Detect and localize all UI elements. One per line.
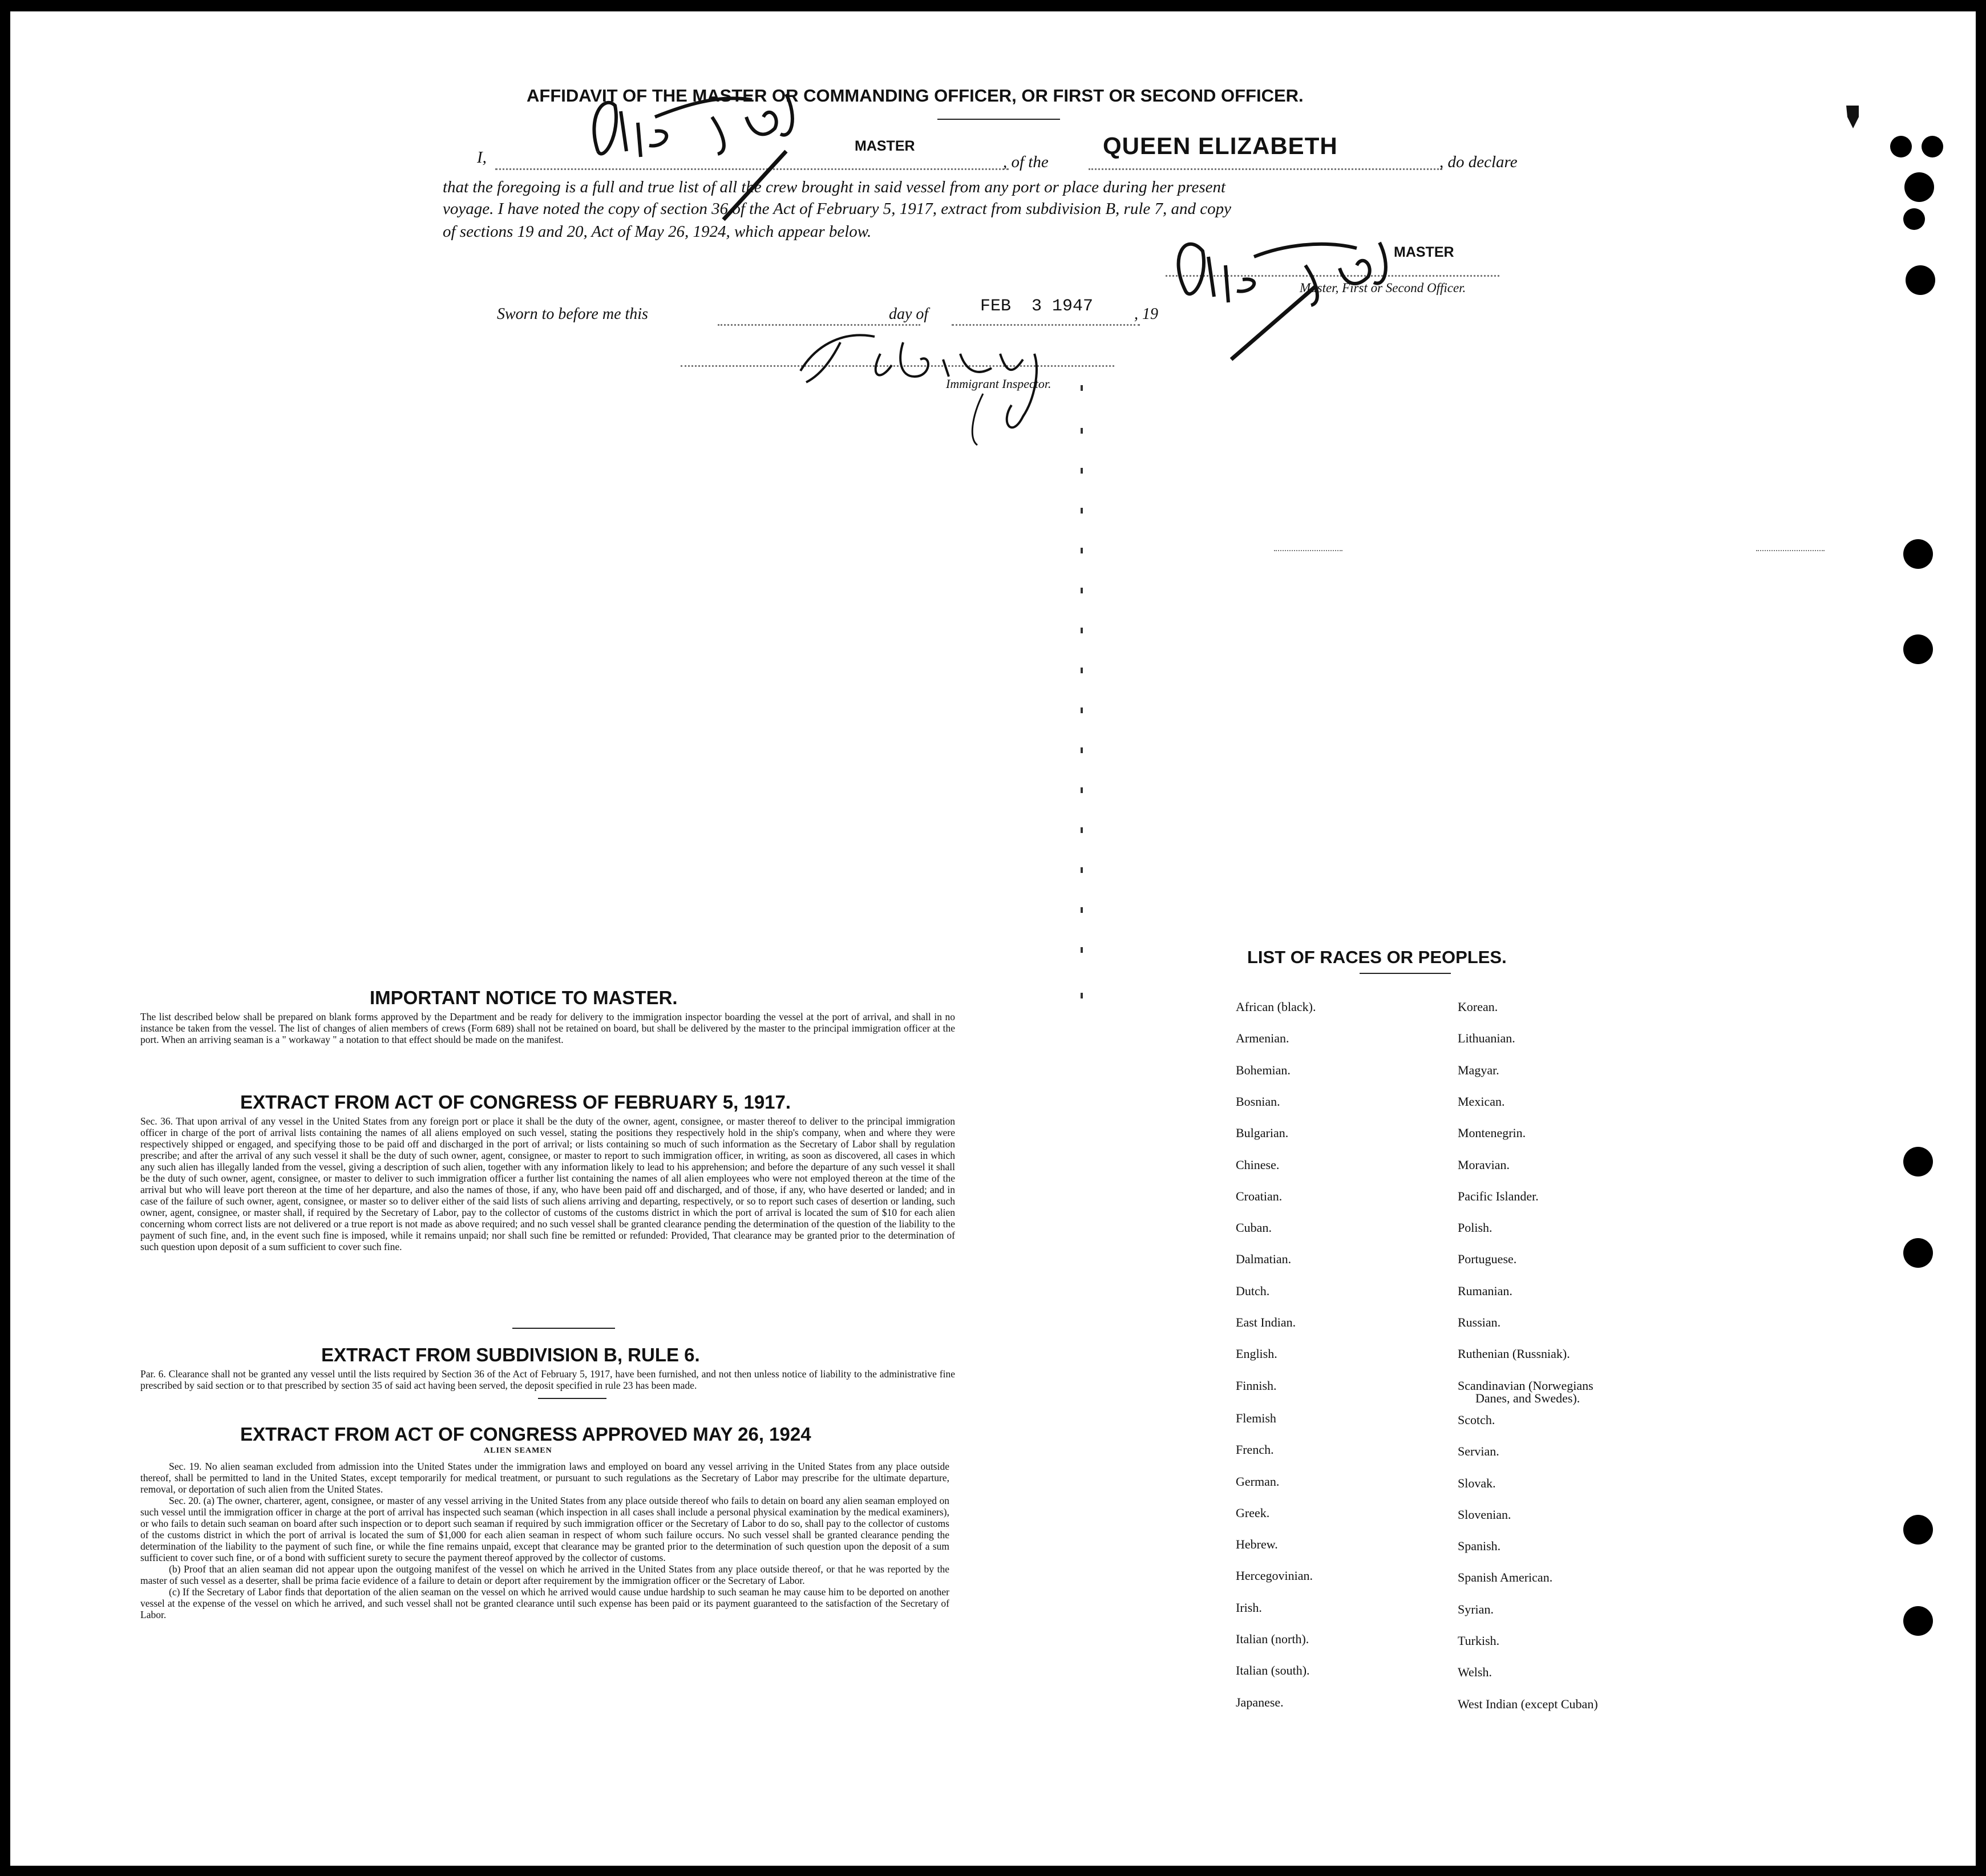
- race-item: Servian.: [1458, 1444, 1499, 1458]
- punch-hole: [1903, 208, 1925, 230]
- notice-body: The list described below shall be prepared on blank forms approved by the Department and be ready for delivery to the immigration inspector boarding the vessel at the port of arrival, and shall in no instance be taken from the vessel. The list of changes of alien members of crews (Form 689) shall not be retained on board, but shall be delivered by the master to the principal immigration officer at the port. When an arriving seaman is a " workaway " a notation to that effect should be made on the manifest.: [140, 1011, 955, 1045]
- residue-mark: [1081, 993, 1083, 998]
- race-item: Scotch.: [1458, 1413, 1495, 1427]
- title-underline: [937, 119, 1060, 120]
- race-item: Portuguese.: [1458, 1252, 1517, 1266]
- extract-1924-body: [140, 1461, 949, 1620]
- inspector-signature: [795, 320, 1063, 451]
- punch-hole: [1903, 1606, 1933, 1636]
- affidavit-title: AFFIDAVIT OF THE MASTER OR COMMANDING OFFICER, OR FIRST OR SECOND OFFICER.: [527, 86, 1304, 106]
- master-signature-1: [581, 83, 820, 242]
- affidavit-line-3: voyage. I have noted the copy of section 36 of the Act of February 5, 1917, extract from subdivision B, rule 7, and copy: [443, 200, 1232, 218]
- race-item: Bulgarian.: [1236, 1126, 1289, 1140]
- race-item: Greek.: [1236, 1506, 1270, 1520]
- residue-mark: [1081, 508, 1083, 514]
- race-item: Scandinavian (Norwegians: [1458, 1378, 1593, 1393]
- punch-hole: [1903, 539, 1933, 569]
- do-declare-label: , do declare: [1439, 153, 1518, 171]
- section-20a-text: Sec. 20. (a) The owner, charterer, agent, consignee, or master of any vessel arriving in the United States from any place outside thereof who fails to detain on board any alien seaman employed on such vessel until the immigration officer in charge at the port of arrival has inspected such seaman (which inspection in all cases shall include a personal physical examination by the medical examiners), or who fails to detain such seaman on board after such inspection or to deport such seaman if required by such immigration officer or the Secretary of Labor to do so, shall pay to the collector of customs of the customs district in which the port of arrival is located the sum of $1,000 for each alien seaman in respect of whom such failure occurs. No such vessel shall be granted clearance pending the determination of the liability to the payment of such fine, or while the fine remains unpaid, except that clearance may be granted prior to the determination of such question upon the deposit of a sum sufficient to cover such fine, or of a bond with sufficient surety to secure the payment thereof approved by the collector of customs.: [140, 1495, 949, 1563]
- race-item: Pacific Islander.: [1458, 1189, 1539, 1203]
- section-20c-text: (c) If the Secretary of Labor finds that deportation of the alien seaman on the vessel on which he arrived would cause undue hardship to such seaman he may cause him to be deported on another vessel at the expense of the vessel on which he arrived, and such vessel shall not be granted clearance until such expense has been paid or its payment guaranteed to the satisfaction of the Secretary of Labor.: [140, 1586, 949, 1620]
- races-title: LIST OF RACES OR PEOPLES.: [1247, 947, 1507, 967]
- affidavit-line-4: of sections 19 and 20, Act of May 26, 1924, which appear below.: [443, 223, 872, 241]
- residue-mark: [1081, 787, 1083, 793]
- section-20b-text: (b) Proof that an alien seaman did not appear upon the outgoing manifest of the vessel on which he arrived in the United States from any place outside thereof, or that he was reported by the master of such vessel as a deserter, shall be prima facie evidence of a failure to detain or deport after requirement by the immigration officer or the Secretary of Labor.: [140, 1563, 949, 1586]
- divider: [512, 1328, 615, 1329]
- race-item: Korean.: [1458, 1000, 1498, 1014]
- race-item: Dutch.: [1236, 1284, 1270, 1298]
- race-right-extra: Danes, and Swedes).: [1475, 1391, 1580, 1405]
- residue-mark: [1081, 827, 1083, 833]
- race-item: Syrian.: [1458, 1602, 1494, 1616]
- residue-dashes: [1756, 550, 1825, 551]
- officer-caption: Master, First or Second Officer.: [1300, 281, 1466, 295]
- corner-mark: [1842, 100, 1864, 134]
- punch-hole: [1890, 136, 1912, 157]
- extract-1917-title: EXTRACT FROM ACT OF CONGRESS OF FEBRUARY 5, 1917.: [240, 1091, 791, 1113]
- notice-title: IMPORTANT NOTICE TO MASTER.: [370, 987, 678, 1008]
- master-signature-2: [1168, 234, 1414, 371]
- race-item: Dalmatian.: [1236, 1252, 1292, 1266]
- race-item: West Indian (except Cuban): [1458, 1697, 1598, 1711]
- alien-seamen-subtitle: ALIEN SEAMEN: [484, 1446, 552, 1455]
- race-item: Bosnian.: [1236, 1094, 1280, 1109]
- race-item: Magyar.: [1458, 1063, 1499, 1077]
- race-item: Armenian.: [1236, 1031, 1289, 1045]
- i-label: I,: [477, 148, 487, 167]
- year-prefix: , 19: [1134, 305, 1158, 323]
- race-item: Finnish.: [1236, 1378, 1277, 1393]
- day-of-label: day of: [889, 305, 929, 323]
- race-item: Cuban.: [1236, 1220, 1272, 1235]
- race-item: English.: [1236, 1347, 1277, 1361]
- inspector-caption: Immigrant Inspector.: [946, 377, 1051, 391]
- race-item: Rumanian.: [1458, 1284, 1512, 1298]
- residue-mark: [1081, 947, 1083, 953]
- punch-hole: [1903, 1147, 1933, 1176]
- master-stamp-2: MASTER: [1394, 244, 1454, 260]
- punch-hole: [1903, 1238, 1933, 1268]
- race-item: Bohemian.: [1236, 1063, 1291, 1077]
- punch-hole: [1903, 1515, 1933, 1545]
- extract-rule6-body: Par. 6. Clearance shall not be granted any vessel until the lists required by Section 36 of the Act of February 5, 1917, have been furnished, and not then unless notice of liability to the administrative fine prescribed by said section or to that prescribed by section 35 of said act having been served, the deposit specified in rule 23 has been made.: [140, 1368, 955, 1391]
- race-item: Welsh.: [1458, 1665, 1492, 1679]
- race-item: Turkish.: [1458, 1634, 1500, 1648]
- race-item: Japanese.: [1236, 1695, 1284, 1709]
- residue-mark: [1081, 385, 1083, 391]
- vessel-name: QUEEN ELIZABETH: [1103, 132, 1338, 159]
- race-item: Moravian.: [1458, 1158, 1510, 1172]
- race-item: French.: [1236, 1442, 1274, 1457]
- race-item: East Indian.: [1236, 1315, 1296, 1329]
- residue-dashes: [1274, 550, 1342, 551]
- residue-mark: [1081, 468, 1083, 474]
- residue-mark: [1081, 548, 1083, 553]
- extract-1917-body: Sec. 36. That upon arrival of any vessel in the United States from any foreign port or place it shall be the duty of the owner, agent, consignee, or master thereof to deliver to the principal immigration officer in charge of the port of arrival lists containing the names of all aliens employed on such vessel, stating the positions they respectively hold in the ship's company, when and where they were respectively shipped or engaged, and specifying those to be paid off and discharged in the port of arrival; or lists containing so much of such information as the Secretary of Labor shall by regulation prescribe; and after the arrival of any such vessel it shall be the duty of such owner, agent, consignee, or master to report to such immigration officer, in writing, as soon as discovered, all cases in which any such alien has illegally landed from the vessel, giving a description of such alien, together with any information likely to lead to his apprehension; and before the departure of any such vessel it shall be the duty of such owner, agent, consignee, or master to deliver to such immigration officer a further list containing the names of all alien employees who were not employed thereon at the time of the arrival but who will leave port thereon at the time of her departure, and also the names of those, if any, who have been paid off and discharged, and of those, if any, who have deserted or landed; and in case of the failure of such owner, agent, consignee, or master so to deliver either of the said lists of such aliens arriving and departing, respectively, or so to report such cases of desertion or landing, such owner, agent, consignee, or master shall, if required by the Secretary of Labor, pay to the collector of customs of the customs district in which the port of arrival is located the sum of $10 for each alien concerning whom correct lists are not delivered or a true report is not made as above required; and no such vessel shall be granted clearance pending the determination of the question of the liability to the payment of such fine, and, in the event such fine is imposed, while it remains unpaid; nor shall such fine be remitted or refunded: Provided, That clearance may be granted prior to the determination of such question upon deposit of a sum sufficient to cover such fine.: [140, 1115, 955, 1252]
- race-item: Mexican.: [1458, 1094, 1505, 1109]
- residue-mark: [1081, 668, 1083, 673]
- extract-rule6-title: EXTRACT FROM SUBDIVISION B, RULE 6.: [321, 1344, 700, 1365]
- of-the-label: , of the: [1003, 153, 1049, 171]
- divider: [538, 1398, 606, 1399]
- residue-mark: [1081, 907, 1083, 913]
- master-stamp: MASTER: [855, 138, 915, 154]
- race-item: Slovenian.: [1458, 1507, 1511, 1522]
- residue-mark: [1081, 588, 1083, 593]
- residue-mark: [1081, 867, 1083, 873]
- race-item: Russian.: [1458, 1315, 1501, 1329]
- race-item: Spanish.: [1458, 1539, 1501, 1553]
- date-stamp: FEB 3 1947: [980, 297, 1094, 316]
- race-item: Hercegovinian.: [1236, 1568, 1313, 1583]
- race-item: Lithuanian.: [1458, 1031, 1515, 1045]
- section-19-text: Sec. 19. No alien seaman excluded from admission into the United States under the immigration laws and employed on board any vessel arriving in the United States from any place outside thereof, shall be permitted to land in the United States, except temporarily for medical treatment, or pursuant to such regulations as the Secretary of Labor may prescribe for the ultimate departure, removal, or deportation of such alien from the United States.: [140, 1461, 949, 1495]
- residue-mark: [1081, 707, 1083, 713]
- affidavit-page: [10, 11, 1976, 1866]
- race-item: Flemish: [1236, 1411, 1276, 1425]
- residue-mark: [1081, 428, 1083, 434]
- affidavit-line-2: that the foregoing is a full and true list of all the crew brought in said vessel from any port or place during her present: [443, 178, 1226, 196]
- punch-hole: [1906, 265, 1935, 295]
- race-item: Croatian.: [1236, 1189, 1283, 1203]
- race-item: Slovak.: [1458, 1476, 1496, 1490]
- punch-hole: [1904, 172, 1934, 202]
- punch-hole: [1903, 634, 1933, 664]
- sworn-label: Sworn to before me this: [497, 305, 648, 323]
- races-underline: [1360, 973, 1451, 974]
- residue-mark: [1081, 747, 1083, 753]
- race-item: Chinese.: [1236, 1158, 1280, 1172]
- extract-1924-title: EXTRACT FROM ACT OF CONGRESS APPROVED MAY 26, 1924: [240, 1424, 811, 1445]
- race-item: Hebrew.: [1236, 1537, 1278, 1551]
- race-item: Montenegrin.: [1458, 1126, 1526, 1140]
- race-item: Polish.: [1458, 1220, 1492, 1235]
- race-item: Italian (north).: [1236, 1632, 1309, 1646]
- residue-mark: [1081, 628, 1083, 633]
- race-item: African (black).: [1236, 1000, 1316, 1014]
- race-item: Spanish American.: [1458, 1570, 1553, 1584]
- race-item: German.: [1236, 1474, 1280, 1489]
- race-item: Ruthenian (Russniak).: [1458, 1347, 1570, 1361]
- vessel-line: [1089, 168, 1442, 170]
- race-item: Italian (south).: [1236, 1663, 1310, 1677]
- punch-hole: [1922, 136, 1943, 157]
- race-item: Irish.: [1236, 1600, 1262, 1615]
